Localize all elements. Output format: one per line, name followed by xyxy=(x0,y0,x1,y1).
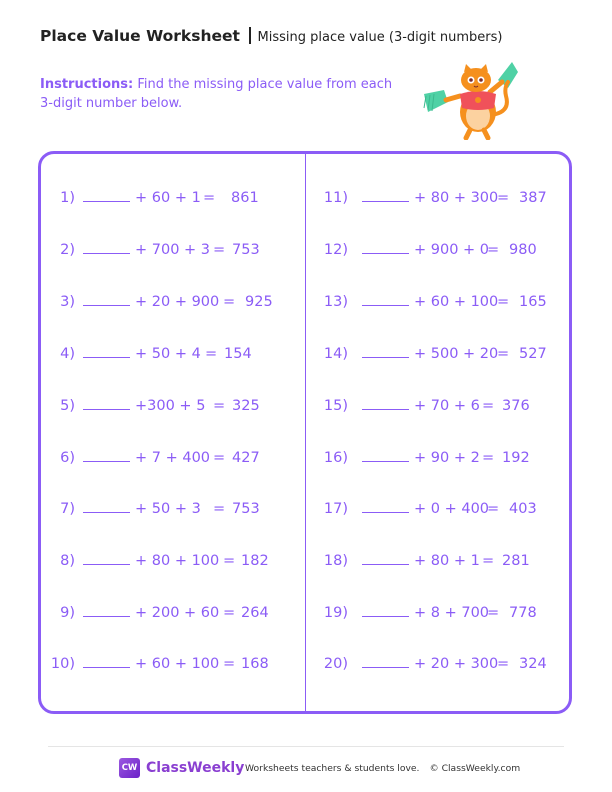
title-separator xyxy=(249,27,251,44)
equals-sign: = xyxy=(203,190,216,206)
problem-number: 12) xyxy=(323,242,348,258)
problem-expression: + 900 + 0 xyxy=(414,242,490,258)
equals-sign: = xyxy=(223,553,236,569)
tiger-cheerleader-illustration xyxy=(420,52,520,140)
problem-expression: + 8 + 700 xyxy=(414,605,490,621)
problem-total: 527 xyxy=(519,346,547,362)
problem-number: 7) xyxy=(60,501,75,517)
problem-total: 325 xyxy=(232,398,260,414)
problem-expression: + 50 + 4 xyxy=(135,346,201,362)
problem-number: 5) xyxy=(60,398,75,414)
problem-total: 165 xyxy=(519,294,547,310)
problem-number: 6) xyxy=(60,450,75,466)
problem-total: 154 xyxy=(224,346,252,362)
problem-expression: +300 + 5 xyxy=(135,398,206,414)
answer-blank[interactable] xyxy=(362,512,409,513)
equals-sign: = xyxy=(482,553,495,569)
problem-number: 8) xyxy=(60,553,75,569)
problem-expression: + 90 + 2 xyxy=(414,450,480,466)
brand-name: ClassWeekly xyxy=(146,760,245,776)
answer-blank[interactable] xyxy=(362,253,409,254)
worksheet-title: Place Value Worksheet xyxy=(40,27,240,45)
problem-total: 192 xyxy=(502,450,530,466)
instructions-label: Instructions: xyxy=(40,77,134,92)
problem-total: 753 xyxy=(232,501,260,517)
instructions xyxy=(40,75,400,113)
answer-blank[interactable] xyxy=(362,305,409,306)
problem-total: 427 xyxy=(232,450,260,466)
footer-divider xyxy=(48,746,564,747)
problem-expression: + 7 + 400 xyxy=(135,450,211,466)
problem-total: 281 xyxy=(502,553,530,569)
answer-blank[interactable] xyxy=(83,616,130,617)
equals-sign: = xyxy=(497,294,510,310)
problem-number: 9) xyxy=(60,605,75,621)
problem-expression: + 200 + 60 xyxy=(135,605,220,621)
tagline-text: Worksheets teachers & students love. xyxy=(245,763,420,774)
answer-blank[interactable] xyxy=(83,305,130,306)
answer-blank[interactable] xyxy=(362,667,409,668)
equals-sign: = xyxy=(213,450,226,466)
problem-expression: + 60 + 100 xyxy=(135,656,220,672)
equals-sign: = xyxy=(497,346,510,362)
problem-number: 14) xyxy=(323,346,348,362)
problem-total: 168 xyxy=(241,656,269,672)
problem-total: 778 xyxy=(509,605,537,621)
answer-blank[interactable] xyxy=(362,409,409,410)
answer-blank[interactable] xyxy=(362,201,409,202)
problem-number: 1) xyxy=(60,190,75,206)
answer-blank[interactable] xyxy=(83,667,130,668)
instructions-text: Find the missing place value from each 3-digit number below. xyxy=(40,77,393,111)
problem-expression: + 500 + 20 xyxy=(414,346,499,362)
worksheet-header xyxy=(40,26,502,45)
answer-blank[interactable] xyxy=(362,564,409,565)
problem-total: 403 xyxy=(509,501,537,517)
problem-expression: + 700 + 3 xyxy=(135,242,211,258)
problem-number: 2) xyxy=(60,242,75,258)
worksheet-subtitle: Missing place value (3-digit numbers) xyxy=(257,30,503,45)
problem-expression: + 0 + 400 xyxy=(414,501,490,517)
copyright-text: © ClassWeekly.com xyxy=(429,763,521,774)
equals-sign: = xyxy=(487,501,500,517)
equals-sign: = xyxy=(497,656,510,672)
problem-expression: + 60 + 100 xyxy=(414,294,499,310)
problem-total: 980 xyxy=(509,242,537,258)
problem-expression: + 70 + 6 xyxy=(414,398,480,414)
equals-sign: = xyxy=(213,242,226,258)
footer-tagline xyxy=(245,762,520,776)
answer-blank[interactable] xyxy=(362,461,409,462)
problem-number: 11) xyxy=(323,190,348,206)
problem-number: 4) xyxy=(60,346,75,362)
answer-blank[interactable] xyxy=(362,616,409,617)
equals-sign: = xyxy=(223,294,236,310)
problem-number: 3) xyxy=(60,294,75,310)
problem-number: 17) xyxy=(323,501,348,517)
answer-blank[interactable] xyxy=(83,461,130,462)
problem-expression: + 20 + 300 xyxy=(414,656,499,672)
answer-blank[interactable] xyxy=(83,201,130,202)
problem-number: 18) xyxy=(323,553,348,569)
problem-total: 376 xyxy=(502,398,530,414)
problem-number: 19) xyxy=(323,605,348,621)
problem-expression: + 80 + 1 xyxy=(414,553,480,569)
problem-expression: + 80 + 100 xyxy=(135,553,220,569)
classweekly-logo-icon: CW xyxy=(119,758,140,778)
problem-total: 925 xyxy=(245,294,273,310)
answer-blank[interactable] xyxy=(83,253,130,254)
problem-total: 264 xyxy=(241,605,269,621)
problem-number: 20) xyxy=(323,656,348,672)
equals-sign: = xyxy=(223,656,236,672)
equals-sign: = xyxy=(223,605,236,621)
problem-expression: + 60 + 1 xyxy=(135,190,201,206)
problem-number: 10) xyxy=(50,656,75,672)
equals-sign: = xyxy=(497,190,510,206)
problem-total: 324 xyxy=(519,656,547,672)
equals-sign: = xyxy=(482,450,495,466)
problem-number: 13) xyxy=(323,294,348,310)
problem-expression: + 80 + 300 xyxy=(414,190,499,206)
problem-number: 15) xyxy=(323,398,348,414)
column-divider xyxy=(305,151,306,714)
equals-sign: = xyxy=(213,398,226,414)
equals-sign: = xyxy=(487,605,500,621)
problem-expression: + 20 + 900 xyxy=(135,294,220,310)
problem-total: 753 xyxy=(232,242,260,258)
equals-sign: = xyxy=(487,242,500,258)
problem-expression: + 50 + 3 xyxy=(135,501,201,517)
equals-sign: = xyxy=(482,398,495,414)
equals-sign: = xyxy=(205,346,218,362)
problem-total: 861 xyxy=(231,190,259,206)
answer-blank[interactable] xyxy=(83,564,130,565)
answer-blank[interactable] xyxy=(83,357,130,358)
problem-number: 16) xyxy=(323,450,348,466)
equals-sign: = xyxy=(213,501,226,517)
answer-blank[interactable] xyxy=(83,512,130,513)
answer-blank[interactable] xyxy=(362,357,409,358)
problem-total: 387 xyxy=(519,190,547,206)
answer-blank[interactable] xyxy=(83,409,130,410)
problem-total: 182 xyxy=(241,553,269,569)
